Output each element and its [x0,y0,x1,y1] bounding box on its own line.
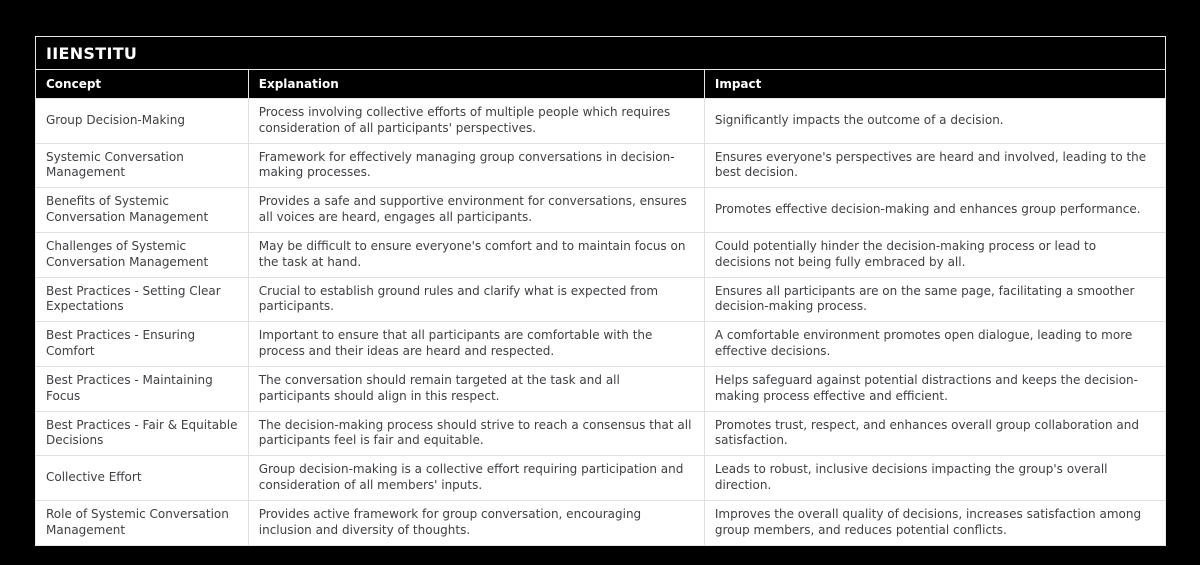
explanation-cell: Group decision-making is a collective effort requiring participation and consideration of all members' inputs. [248,456,704,501]
concept-cell: Best Practices - Ensuring Comfort [36,322,248,367]
table-header-row [36,70,1165,99]
explanation-cell: Important to ensure that all participants are comfortable with the process and their ideas are heard and respected. [248,322,704,367]
table-row [36,411,1165,456]
explanation-cell: The conversation should remain targeted at the task and all participants should align in this respect. [248,366,704,411]
impact-cell: Leads to robust, inclusive decisions impacting the group's overall direction. [704,456,1165,501]
impact-cell: A comfortable environment promotes open dialogue, leading to more effective decisions. [704,322,1165,367]
table-header [36,70,1165,99]
concept-cell: Best Practices - Fair & Equitable Decisions [36,411,248,456]
table-row [36,500,1165,544]
explanation-cell: Provides a safe and supportive environment for conversations, ensures all voices are heard, engages all participants. [248,188,704,233]
explanation-cell: May be difficult to ensure everyone's comfort and to maintain focus on the task at hand. [248,232,704,277]
table-row [36,322,1165,367]
explanation-cell: The decision-making process should strive to reach a consensus that all participants feel is fair and equitable. [248,411,704,456]
table-row [36,99,1165,144]
impact-cell: Ensures everyone's perspectives are heard and involved, leading to the best decision. [704,143,1165,188]
concept-cell: Collective Effort [36,456,248,501]
impact-cell: Significantly impacts the outcome of a decision. [704,99,1165,144]
brand-title: IIENSTITU [36,37,1165,70]
explanation-cell: Crucial to establish ground rules and clarify what is expected from participants. [248,277,704,322]
table-body [36,99,1165,545]
impact-cell: Ensures all participants are on the same page, facilitating a smoother decision-making process. [704,277,1165,322]
impact-cell: Helps safeguard against potential distractions and keeps the decision-making process effective and efficient. [704,366,1165,411]
column-header-impact: Impact [704,70,1165,99]
explanation-cell: Provides active framework for group conversation, encouraging inclusion and diversity of thoughts. [248,500,704,544]
table-row [36,456,1165,501]
concept-cell: Group Decision-Making [36,99,248,144]
table-row [36,143,1165,188]
column-header-concept: Concept [36,70,248,99]
impact-cell: Promotes trust, respect, and enhances overall group collaboration and satisfaction. [704,411,1165,456]
table-row [36,277,1165,322]
concept-cell: Best Practices - Maintaining Focus [36,366,248,411]
explanation-cell: Process involving collective efforts of multiple people which requires consideration of all participants' perspectives. [248,99,704,144]
concept-cell: Systemic Conversation Management [36,143,248,188]
explanation-cell: Framework for effectively managing group conversations in decision-making processes. [248,143,704,188]
concept-table [36,70,1165,545]
concept-cell: Role of Systemic Conversation Management [36,500,248,544]
concept-cell: Best Practices - Setting Clear Expectations [36,277,248,322]
table-row [36,366,1165,411]
impact-cell: Could potentially hinder the decision-making process or lead to decisions not being fully embraced by all. [704,232,1165,277]
impact-cell: Improves the overall quality of decisions, increases satisfaction among group members, and reduces potential conflicts. [704,500,1165,544]
table-row [36,232,1165,277]
column-header-explanation: Explanation [248,70,704,99]
concept-cell: Benefits of Systemic Conversation Management [36,188,248,233]
table-row [36,188,1165,233]
concept-table-panel [35,36,1166,546]
concept-cell: Challenges of Systemic Conversation Management [36,232,248,277]
impact-cell: Promotes effective decision-making and enhances group performance. [704,188,1165,233]
